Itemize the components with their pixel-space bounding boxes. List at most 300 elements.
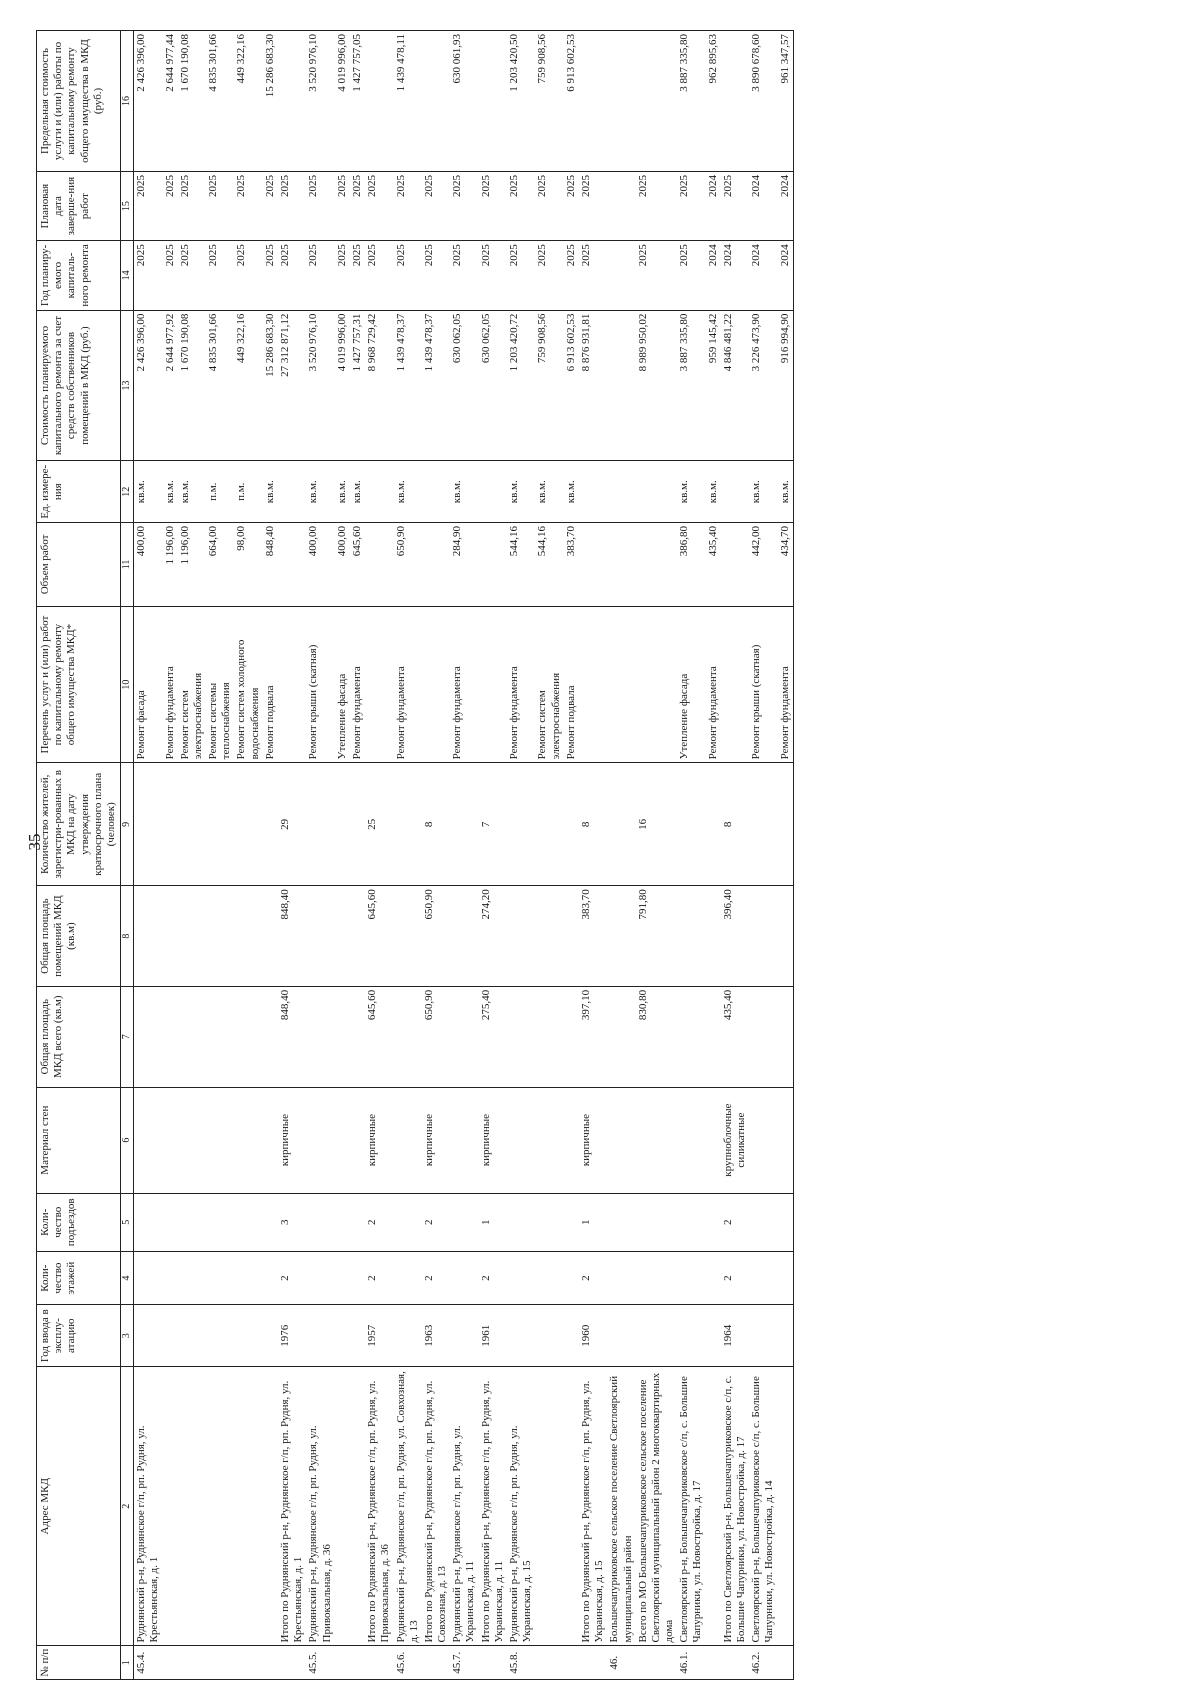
table-cell: 4 019 996,00 [335, 31, 350, 172]
table-cell [234, 1305, 262, 1366]
table-cell: 759 908,56 [535, 31, 563, 172]
table-cell [749, 986, 777, 1087]
table-cell [721, 522, 749, 606]
table-cell: 2025 [306, 171, 334, 240]
table-cell: 4 846 481,22 [721, 310, 749, 461]
column-number-row [121, 31, 134, 1680]
table-cell [278, 522, 306, 606]
column-number: 8 [121, 886, 134, 987]
table-cell: 2025 [636, 241, 678, 310]
table-cell [507, 1305, 535, 1366]
capital-repair-table [36, 30, 794, 1680]
table-cell: 442,00 [749, 522, 777, 606]
table-cell: 2025 [234, 171, 262, 240]
table-cell [335, 1087, 350, 1193]
table-body [134, 31, 794, 1680]
table-cell [450, 1251, 478, 1305]
column-header: Коли-чество этажей [37, 1251, 121, 1305]
table-cell: 2025 [394, 241, 422, 310]
table-row [564, 31, 579, 1680]
table-row [278, 31, 306, 1680]
table-cell: 2 [422, 1251, 450, 1305]
table-cell [564, 763, 579, 886]
table-cell [422, 31, 450, 172]
table-cell [163, 886, 178, 987]
table-cell [394, 1251, 422, 1305]
table-cell: Ремонт фундамента [706, 606, 721, 763]
table-cell: Руднянский р-н, Руднянское г/п, рп. Рудня, ул. Украинская, д. 15 [507, 1366, 535, 1645]
table-cell: 435,40 [721, 986, 749, 1087]
table-row [394, 31, 422, 1680]
table-row [206, 31, 234, 1680]
table-cell: 2025 [263, 241, 278, 310]
table-cell: 275,40 [479, 986, 507, 1087]
table-cell: кв.м. [677, 461, 705, 522]
table-cell: крупноблочные силикатные [721, 1087, 749, 1193]
column-header: Стоимость планируемого капитального ремонта за счет средств собственников помещений в МКД (руб.) [37, 310, 121, 461]
table-cell: Ремонт фундамента [507, 606, 535, 763]
table-cell [263, 986, 278, 1087]
table-cell [677, 1305, 705, 1366]
column-number: 12 [121, 461, 134, 522]
table-cell: 8 876 931,81 [579, 310, 607, 461]
table-cell [206, 763, 234, 886]
table-cell [263, 1251, 278, 1305]
page-number: 35 [25, 833, 44, 851]
table-cell [721, 461, 749, 522]
table-cell [507, 986, 535, 1087]
table-cell: 2025 [163, 241, 178, 310]
table-cell [234, 1087, 262, 1193]
table-cell [607, 606, 635, 763]
table-cell [394, 1305, 422, 1366]
table-cell: 46.2. [749, 1646, 777, 1680]
table-cell [335, 986, 350, 1087]
table-cell [263, 886, 278, 987]
table-cell [394, 886, 422, 987]
table-cell [163, 1305, 178, 1366]
table-cell: Ремонт фундамента [163, 606, 178, 763]
table-cell: Ремонт подвала [263, 606, 278, 763]
table-cell: Всего по МО Большечапуриковское сельское поселение Светлоярский муниципальный район 2 многоквартирных дома [636, 1366, 678, 1645]
table-cell [134, 886, 163, 987]
table-cell: 3 [278, 1193, 306, 1251]
table-cell [677, 1193, 705, 1251]
table-cell [206, 986, 234, 1087]
table-cell: 45.8. [507, 1646, 535, 1680]
table-cell: 2025 [134, 171, 163, 240]
table-cell: 2025 [564, 241, 579, 310]
table-cell [350, 1193, 365, 1251]
table-cell [450, 886, 478, 987]
table-cell [365, 1646, 393, 1680]
table-cell: Светлоярский р-н, Большечапуриковское с/п, с. Большие Чапурники, ул. Новостройка, д. 17 [677, 1366, 705, 1645]
table-cell [306, 986, 334, 1087]
column-header: Объем работ [37, 522, 121, 606]
table-cell: 544,16 [507, 522, 535, 606]
table-cell [306, 1193, 334, 1251]
table-cell [278, 1646, 306, 1680]
table-cell [350, 1366, 365, 1645]
table-cell [677, 986, 705, 1087]
table-cell: кв.м. [263, 461, 278, 522]
column-number: 9 [121, 763, 134, 886]
table-cell: Большечапуриковское сельское поселение Светлоярский муниципальный район [607, 1366, 635, 1645]
table-cell: 2 426 396,00 [134, 310, 163, 461]
table-cell [507, 1087, 535, 1193]
table-cell [749, 1193, 777, 1251]
table-cell: 2025 [579, 241, 607, 310]
table-cell [422, 461, 450, 522]
table-cell [607, 461, 635, 522]
table-cell: кв.м. [507, 461, 535, 522]
table-cell [507, 886, 535, 987]
table-cell [335, 1366, 350, 1645]
column-number: 10 [121, 606, 134, 763]
table-cell [206, 1193, 234, 1251]
table-cell [163, 1646, 178, 1680]
table-cell: Руднянский р-н, Руднянское г/п, рп. Рудня, ул. Крестьянская, д. 1 [134, 1366, 163, 1645]
table-cell [749, 1087, 777, 1193]
table-cell [535, 1366, 563, 1645]
table-cell [564, 1087, 579, 1193]
table-cell: кв.м. [749, 461, 777, 522]
table-cell: 1 439 478,37 [422, 310, 450, 461]
table-cell [306, 1251, 334, 1305]
table-cell [778, 986, 794, 1087]
table-cell [306, 886, 334, 987]
table-cell [749, 886, 777, 987]
table-row [677, 31, 705, 1680]
table-cell [335, 1251, 350, 1305]
column-number: 2 [121, 1366, 134, 1645]
table-cell [450, 763, 478, 886]
table-cell [706, 1646, 721, 1680]
table-row [178, 31, 206, 1680]
table-cell: Руднянский р-н, Руднянское г/п, рп. Рудня, ул. Привокзальная, д. 36 [306, 1366, 334, 1645]
table-cell [450, 1193, 478, 1251]
table-cell: кирпичные [479, 1087, 507, 1193]
table-cell [636, 606, 678, 763]
table-cell: 2 [721, 1193, 749, 1251]
table-cell: 400,00 [306, 522, 334, 606]
table-cell [579, 31, 607, 172]
table-cell [677, 763, 705, 886]
table-cell: Утепление фасада [335, 606, 350, 763]
table-cell [507, 763, 535, 886]
table-cell: 3 887 335,80 [677, 31, 705, 172]
table-cell: 2025 [335, 241, 350, 310]
table-cell: 2025 [306, 241, 334, 310]
table-cell: 2025 [365, 171, 393, 240]
table-cell [134, 763, 163, 886]
table-cell [278, 31, 306, 172]
table-cell: 434,70 [778, 522, 794, 606]
table-cell: 45.6. [394, 1646, 422, 1680]
table-cell [234, 1366, 262, 1645]
table-cell: кирпичные [278, 1087, 306, 1193]
table-cell: 848,40 [278, 986, 306, 1087]
table-cell [178, 1366, 206, 1645]
table-cell [607, 310, 635, 461]
table-cell: кирпичные [422, 1087, 450, 1193]
table-cell [206, 1305, 234, 1366]
table-cell [422, 1646, 450, 1680]
column-header: Общая площадь МКД всего (кв.м) [37, 986, 121, 1087]
table-cell: 3 890 678,60 [749, 31, 777, 172]
table-row [234, 31, 262, 1680]
table-cell: Ремонт фундамента [450, 606, 478, 763]
table-cell: 791,80 [636, 886, 678, 987]
table-cell [134, 1251, 163, 1305]
table-cell: 284,90 [450, 522, 478, 606]
table-cell: Руднянский р-н, Руднянское г/п, рп. Рудня, ул. Украинская, д. 11 [450, 1366, 478, 1645]
table-cell [607, 763, 635, 886]
table-cell [607, 986, 635, 1087]
table-row [749, 31, 777, 1680]
table-cell [394, 986, 422, 1087]
table-cell: 2025 [636, 171, 678, 240]
table-cell [306, 1305, 334, 1366]
table-cell [778, 1193, 794, 1251]
table-cell [450, 986, 478, 1087]
table-cell: 2025 [178, 171, 206, 240]
table-cell: 4 019 996,00 [335, 310, 350, 461]
table-cell: кирпичные [579, 1087, 607, 1193]
table-cell [579, 606, 607, 763]
table-cell: Ремонт систем электроснабжения [178, 606, 206, 763]
table-cell: Утепление фасада [677, 606, 705, 763]
table-cell [479, 522, 507, 606]
column-number: 3 [121, 1305, 134, 1366]
table-cell: 383,70 [564, 522, 579, 606]
table-cell [721, 1646, 749, 1680]
table-cell [677, 1087, 705, 1193]
table-cell [607, 1193, 635, 1251]
table-cell: 1 203 420,50 [507, 31, 535, 172]
table-cell: кв.м. [450, 461, 478, 522]
table-cell: Ремонт крыши (скатная) [306, 606, 334, 763]
table-cell [394, 1087, 422, 1193]
table-cell: Ремонт фундамента [778, 606, 794, 763]
table-row [706, 31, 721, 1680]
table-cell [234, 886, 262, 987]
header-row [37, 31, 121, 1680]
table-cell: 2025 [721, 171, 749, 240]
table-cell: кв.м. [178, 461, 206, 522]
table-cell [365, 522, 393, 606]
table-cell [721, 31, 749, 172]
column-number: 1 [121, 1646, 134, 1680]
table-cell [178, 1193, 206, 1251]
column-header: Перечень услуг и (или) работ по капитальному ремонту общего имущества МКД* [37, 606, 121, 763]
table-cell: 435,40 [706, 522, 721, 606]
table-cell [535, 1251, 563, 1305]
column-number: 15 [121, 171, 134, 240]
table-cell [778, 1087, 794, 1193]
table-cell: 2025 [234, 241, 262, 310]
table-cell [636, 1087, 678, 1193]
table-cell [706, 763, 721, 886]
table-cell: 2025 [507, 171, 535, 240]
table-cell [636, 522, 678, 606]
table-cell: 1 [579, 1193, 607, 1251]
table-cell [607, 31, 635, 172]
table-cell: 2025 [422, 171, 450, 240]
table-cell: 2025 [350, 171, 365, 240]
table-cell: 449 322,16 [234, 31, 262, 172]
table-cell: Ремонт фасада [134, 606, 163, 763]
table-cell [234, 1251, 262, 1305]
table-cell: 8 [579, 763, 607, 886]
table-cell: 1 670 190,08 [178, 31, 206, 172]
table-cell [749, 1251, 777, 1305]
table-cell: 1964 [721, 1305, 749, 1366]
table-cell [350, 1305, 365, 1366]
table-cell: 848,40 [278, 886, 306, 987]
table-cell [278, 461, 306, 522]
table-cell: 6 913 602,53 [564, 310, 579, 461]
table-cell: 848,40 [263, 522, 278, 606]
table-cell [263, 1087, 278, 1193]
table-cell: 2 [365, 1193, 393, 1251]
table-cell: 1960 [579, 1305, 607, 1366]
table-cell: Руднянский р-н, Руднянское г/п, рп. Рудня, ул. Совхозная, д. 13 [394, 1366, 422, 1645]
table-cell: 1 439 478,37 [394, 310, 422, 461]
table-row [778, 31, 794, 1680]
table-cell: 1 196,00 [163, 522, 178, 606]
column-header: Коли-чество подъездов [37, 1193, 121, 1251]
table-cell [335, 886, 350, 987]
table-cell: 2024 [706, 171, 721, 240]
column-header: Ед. измере-ния [37, 461, 121, 522]
table-cell: 45.7. [450, 1646, 478, 1680]
table-cell: Итого по Руднянский р-н, Руднянское г/п, рп. Рудня, ул. Привокзальная, д. 36 [365, 1366, 393, 1645]
table-cell: 2 [479, 1251, 507, 1305]
table-row [479, 31, 507, 1680]
table-cell: Ремонт подвала [564, 606, 579, 763]
table-row [306, 31, 334, 1680]
table-cell [263, 1193, 278, 1251]
table-cell: 2025 [335, 171, 350, 240]
table-cell: 396,40 [721, 886, 749, 987]
table-cell: 630 062,05 [450, 310, 478, 461]
table-cell [134, 986, 163, 1087]
table-cell [778, 1366, 794, 1645]
table-cell [677, 1251, 705, 1305]
table-cell [579, 1646, 607, 1680]
table-cell [636, 31, 678, 172]
table-cell [394, 1193, 422, 1251]
table-cell [422, 606, 450, 763]
table-cell: 25 [365, 763, 393, 886]
table-cell: 98,00 [234, 522, 262, 606]
table-cell [706, 1193, 721, 1251]
table-cell: 274,20 [479, 886, 507, 987]
table-row [335, 31, 350, 1680]
table-cell: кв.м. [706, 461, 721, 522]
table-cell: 2 426 396,00 [134, 31, 163, 172]
column-header: Плановая дата заверше-ния работ [37, 171, 121, 240]
table-cell [350, 886, 365, 987]
table-cell [564, 1305, 579, 1366]
table-cell [706, 1087, 721, 1193]
table-cell: 15 286 683,30 [263, 310, 278, 461]
table-row [721, 31, 749, 1680]
table-row [350, 31, 365, 1680]
table-cell [178, 763, 206, 886]
table-cell [636, 1646, 678, 1680]
table-cell: Ремонт крыши (скатная) [749, 606, 777, 763]
table-cell [350, 763, 365, 886]
column-header: Адрес МКД [37, 1366, 121, 1645]
table-cell: 2025 [479, 171, 507, 240]
table-cell [535, 886, 563, 987]
table-cell [535, 1305, 563, 1366]
table-cell: кв.м. [394, 461, 422, 522]
table-cell [263, 1305, 278, 1366]
table-cell [450, 1305, 478, 1366]
table-cell [607, 1251, 635, 1305]
table-cell [535, 986, 563, 1087]
table-cell [134, 1305, 163, 1366]
table-cell [178, 986, 206, 1087]
table-cell: Ремонт систем электроснабжения [535, 606, 563, 763]
table-cell: п.м. [234, 461, 262, 522]
table-cell [706, 1366, 721, 1645]
table-cell [350, 986, 365, 1087]
table-cell [234, 1646, 262, 1680]
table-cell: кв.м. [535, 461, 563, 522]
table-cell: 1 203 420,72 [507, 310, 535, 461]
table-cell: 544,16 [535, 522, 563, 606]
table-cell [422, 522, 450, 606]
table-cell: 2024 [778, 171, 794, 240]
table-cell: 1976 [278, 1305, 306, 1366]
table-cell: кв.м. [163, 461, 178, 522]
table-row [450, 31, 478, 1680]
table-cell: Ремонт фундамента [394, 606, 422, 763]
table-cell: 2025 [422, 241, 450, 310]
table-cell [335, 1646, 350, 1680]
table-row [607, 31, 635, 1680]
table-cell: 630 061,93 [450, 31, 478, 172]
table-cell [778, 763, 794, 886]
table-cell [163, 1251, 178, 1305]
table-row [134, 31, 163, 1680]
column-number: 5 [121, 1193, 134, 1251]
table-cell [749, 763, 777, 886]
table-cell [749, 1305, 777, 1366]
table-cell [636, 1305, 678, 1366]
table-cell [206, 886, 234, 987]
table-cell: 4 835 301,66 [206, 31, 234, 172]
table-cell [178, 1251, 206, 1305]
table-cell [564, 1251, 579, 1305]
table-row [507, 31, 535, 1680]
table-cell: 2025 [163, 171, 178, 240]
table-cell [564, 1646, 579, 1680]
table-cell [234, 986, 262, 1087]
table-cell [206, 1366, 234, 1645]
table-cell: 1 427 757,31 [350, 310, 365, 461]
table-cell: кв.м. [564, 461, 579, 522]
table-cell [163, 1087, 178, 1193]
table-cell [706, 886, 721, 987]
table-cell [535, 1193, 563, 1251]
table-cell [636, 461, 678, 522]
table-cell: 8 [721, 763, 749, 886]
